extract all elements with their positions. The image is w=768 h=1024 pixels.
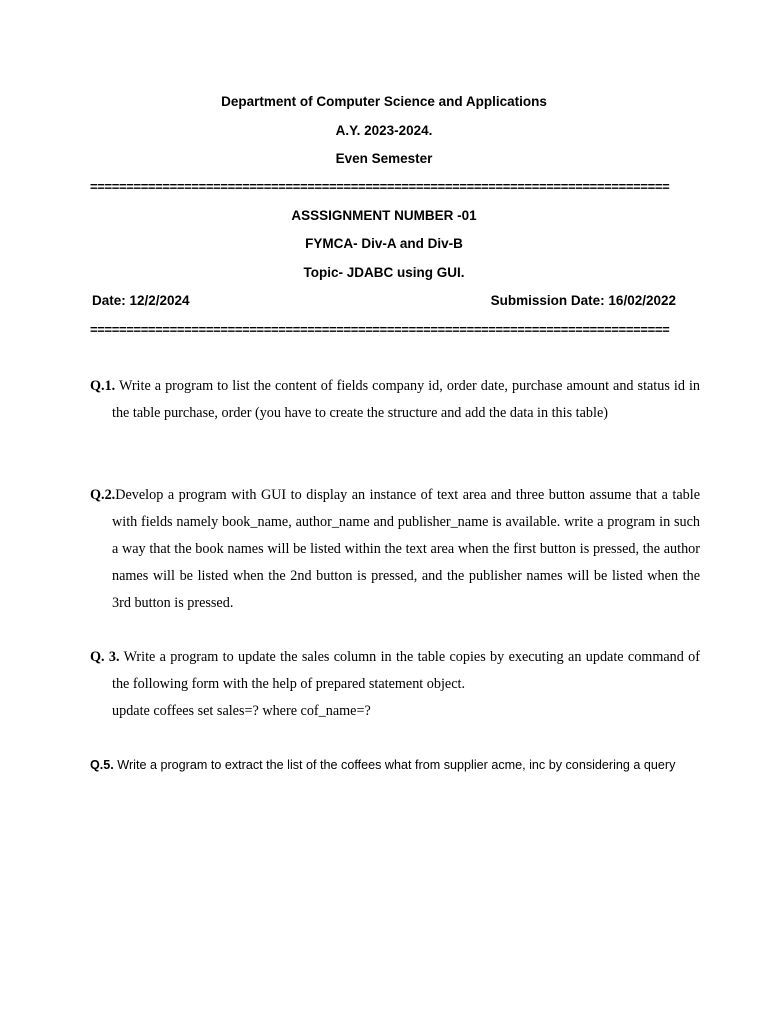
question-5	[90, 751, 700, 779]
sql-command: update coffees set sales=? where cof_name=?	[112, 703, 371, 719]
submission-date: Submission Date: 16/02/2022	[490, 293, 676, 308]
question-text: Write a program to extract the list of the coffees what from supplier acme, inc by considering a query	[113, 758, 676, 772]
question-number: Q.5.	[90, 758, 114, 772]
question-number: Q. 3.	[90, 649, 120, 665]
academic-year: A.Y. 2023-2024.	[335, 123, 433, 138]
separator-rule-bottom: ================================================================================	[90, 322, 670, 337]
department-title: Department of Computer Science and Applications	[221, 94, 547, 109]
question-1	[90, 373, 700, 427]
question-2	[90, 482, 700, 617]
question-number: Q.2.	[90, 487, 116, 503]
question-number: Q.1.	[90, 378, 116, 394]
question-3	[90, 644, 700, 725]
issue-date: Date: 12/2/2024	[92, 293, 190, 308]
question-text: Develop a program with GUI to display an instance of text area and three button assume that a table with fields namely book_name, author_name and publisher_name is available. write a program in such a way that the book names will be listed within the text area when the first button is pressed, the author names will be listed when the 2nd button is pressed, and the publisher names will be listed when the 3rd button is pressed.	[112, 487, 700, 611]
question-text: Write a program to update the sales column in the table copies by executing an update command of the following form with the help of prepared statement object.	[112, 649, 700, 692]
topic: Topic- JDABC using GUI.	[303, 265, 465, 280]
assignment-number: ASSSIGNMENT NUMBER -01	[291, 208, 477, 223]
semester: Even Semester	[335, 151, 433, 166]
separator-rule-top: ================================================================================	[90, 179, 670, 194]
question-text: Write a program to list the content of fields company id, order date, purchase amount and status id in the table purchase, order (you have to create the structure and add the data in this table)	[112, 378, 700, 421]
class-division: FYMCA- Div-A and Div-B	[305, 236, 463, 251]
